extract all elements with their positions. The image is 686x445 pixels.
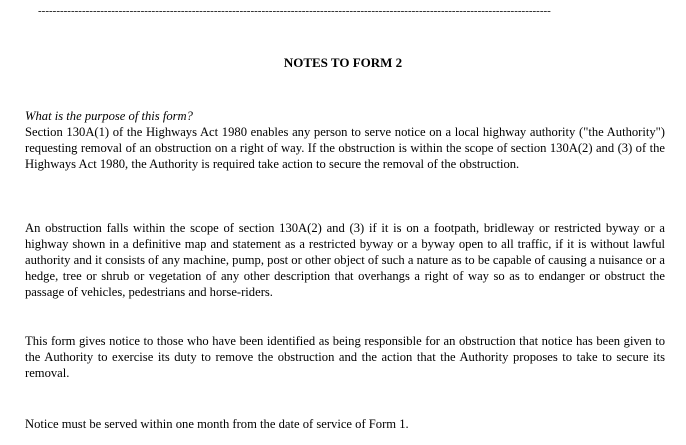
purpose-section xyxy=(25,108,665,172)
paragraph-1: Section 130A(1) of the Highways Act 1980 enables any person to serve notice on a local highway authority ("the Authority") requesting removal of an obstruction on a right of way. If the obstruction is within the scope of section 130A(2) and (3) of the Highways Act 1980, the Authority is required take action to secure the removal of the obstruction. xyxy=(25,125,665,171)
page-title: NOTES TO FORM 2 xyxy=(283,55,403,70)
paragraph-4: Notice must be served within one month from the date of service of Form 1. xyxy=(25,417,409,431)
purpose-question: What is the purpose of this form? xyxy=(25,109,193,123)
paragraph-3: This form gives notice to those who have been identified as being responsible for an obstruction that notice has been given to the Authority to exercise its duty to remove the obstruction and the action that the Authority proposes to take to secure its removal. xyxy=(25,334,665,380)
paragraph-2: An obstruction falls within the scope of section 130A(2) and (3) if it is on a footpath, bridleway or restricted byway or a highway shown in a definitive map and statement as a restricted byway or a byway open to all traffic, if it is without lawful authority and it consists of any machine, pump, post or other object of such a nature as to be capable of causing a nuisance or a hedge, tree or shrub or vegetation of any other description that overhangs a right of way so as to endanger or obstruct the passage of vehicles, pedestrians and horse-riders. xyxy=(25,221,665,299)
dashed-separator: -------------------------------------------------------------------------------------------------------------------------------------------- xyxy=(38,5,551,17)
